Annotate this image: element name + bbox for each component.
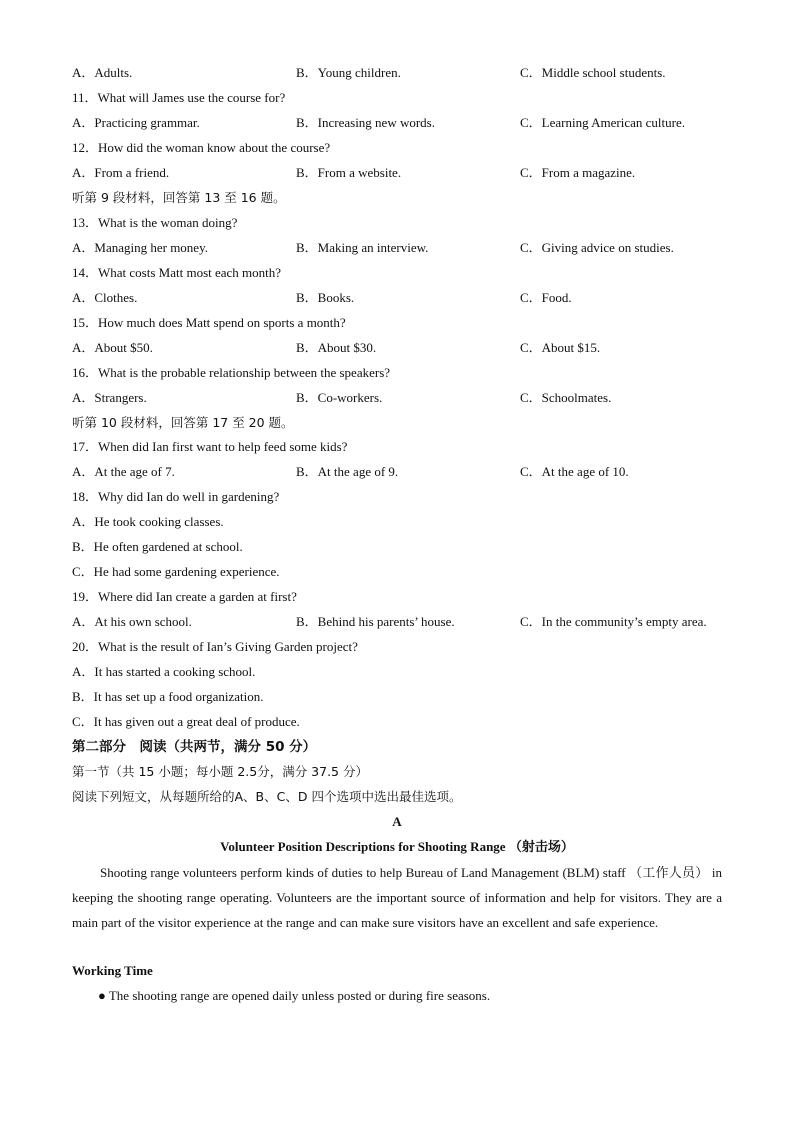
option-c: C．From a magazine. xyxy=(520,165,636,180)
q20-option-c: C．It has given out a great deal of produce. xyxy=(72,714,300,729)
q13-options xyxy=(72,238,732,258)
section1-heading: 第一节（共 15 小题；每小题 2.5分，满分 37.5 分） xyxy=(72,764,368,779)
section-9-instruction: 听第 9 段材料，回答第 13 至 16 题。 xyxy=(72,190,286,205)
q17-options xyxy=(72,462,732,482)
option-a: A．Adults. xyxy=(72,65,133,80)
option-b: B．At the age of 9. xyxy=(296,464,399,479)
passage-letter: A xyxy=(392,814,402,829)
q17-stem: 17．When did Ian first want to help feed some kids? xyxy=(72,439,348,454)
section-10-instruction: 听第 10 段材料，回答第 17 至 20 题。 xyxy=(72,415,294,430)
working-time-heading: Working Time xyxy=(72,963,153,978)
q11-stem: 11．What will James use the course for? xyxy=(72,90,286,105)
q14-stem: 14．What costs Matt most each month? xyxy=(72,265,282,280)
option-a: A．Managing her money. xyxy=(72,240,208,255)
option-c: C．Learning American culture. xyxy=(520,115,685,130)
option-b: B．Increasing new words. xyxy=(296,115,435,130)
option-b: B．Co-workers. xyxy=(296,390,383,405)
q12-stem: 12．How did the woman know about the course? xyxy=(72,140,331,155)
option-c: C．Schoolmates. xyxy=(520,390,612,405)
q19-stem: 19．Where did Ian create a garden at first? xyxy=(72,589,297,604)
option-c: C．Middle school students. xyxy=(520,65,666,80)
option-a: A．Practicing grammar. xyxy=(72,115,200,130)
q12-options xyxy=(72,163,732,183)
option-c: C．About $15. xyxy=(520,340,601,355)
q18-option-c: C．He had some gardening experience. xyxy=(72,564,280,579)
q15-options xyxy=(72,338,732,358)
option-b: B．Behind his parents’ house. xyxy=(296,614,455,629)
q20-option-b: B．It has set up a food organization. xyxy=(72,689,264,704)
part2-heading: 第二部分 阅读（共两节，满分 50 分） xyxy=(72,739,317,755)
option-c: C．At the age of 10. xyxy=(520,464,629,479)
q11-options xyxy=(72,113,732,133)
q14-options xyxy=(72,288,732,308)
option-c: C．In the community’s empty area. xyxy=(520,614,707,629)
q15-stem: 15．How much does Matt spend on sports a month? xyxy=(72,315,346,330)
option-a: A．Clothes. xyxy=(72,290,138,305)
q16-options xyxy=(72,388,732,408)
option-c: C．Food. xyxy=(520,290,572,305)
option-a: A．Strangers. xyxy=(72,390,147,405)
q18-stem: 18．Why did Ian do well in gardening? xyxy=(72,489,280,504)
q16-stem: 16．What is the probable relationship between the speakers? xyxy=(72,365,391,380)
passage-title: Volunteer Position Descriptions for Shooting Range （射击场） xyxy=(220,839,574,854)
q18-option-a: A．He took cooking classes. xyxy=(72,514,224,529)
passage-paragraph: Shooting range volunteers perform kinds of duties to help Bureau of Land Management (BLM) staff （工作人员） in keeping the shooting range operating. Volunteers are the important source of information and help for visitors. They are a main part of the visitor experience at the range and can make sure visitors have an excellent and safe experience. xyxy=(72,865,722,930)
reading-instruction: 阅读下列短文，从每题所给的A、B、C、D 四个选项中选出最佳选项。 xyxy=(72,789,462,804)
option-c: C．Giving advice on studies. xyxy=(520,240,674,255)
q18-option-b: B．He often gardened at school. xyxy=(72,539,243,554)
option-a: A．About $50. xyxy=(72,340,153,355)
option-a: A．At the age of 7. xyxy=(72,464,175,479)
bullet-item: ● The shooting range are opened daily unless posted or during fire seasons. xyxy=(98,988,491,1003)
q13-stem: 13．What is the woman doing? xyxy=(72,215,238,230)
option-a: A．At his own school. xyxy=(72,614,192,629)
q19-options xyxy=(72,612,732,632)
option-b: B．Making an interview. xyxy=(296,240,429,255)
q20-option-a: A．It has started a cooking school. xyxy=(72,664,256,679)
option-b: B．About $30. xyxy=(296,340,377,355)
option-a: A．From a friend. xyxy=(72,165,170,180)
q10-options xyxy=(72,63,732,83)
q20-stem: 20．What is the result of Ian’s Giving Garden project? xyxy=(72,639,358,654)
option-b: B．Young children. xyxy=(296,65,401,80)
option-b: B．From a website. xyxy=(296,165,402,180)
option-b: B．Books. xyxy=(296,290,355,305)
